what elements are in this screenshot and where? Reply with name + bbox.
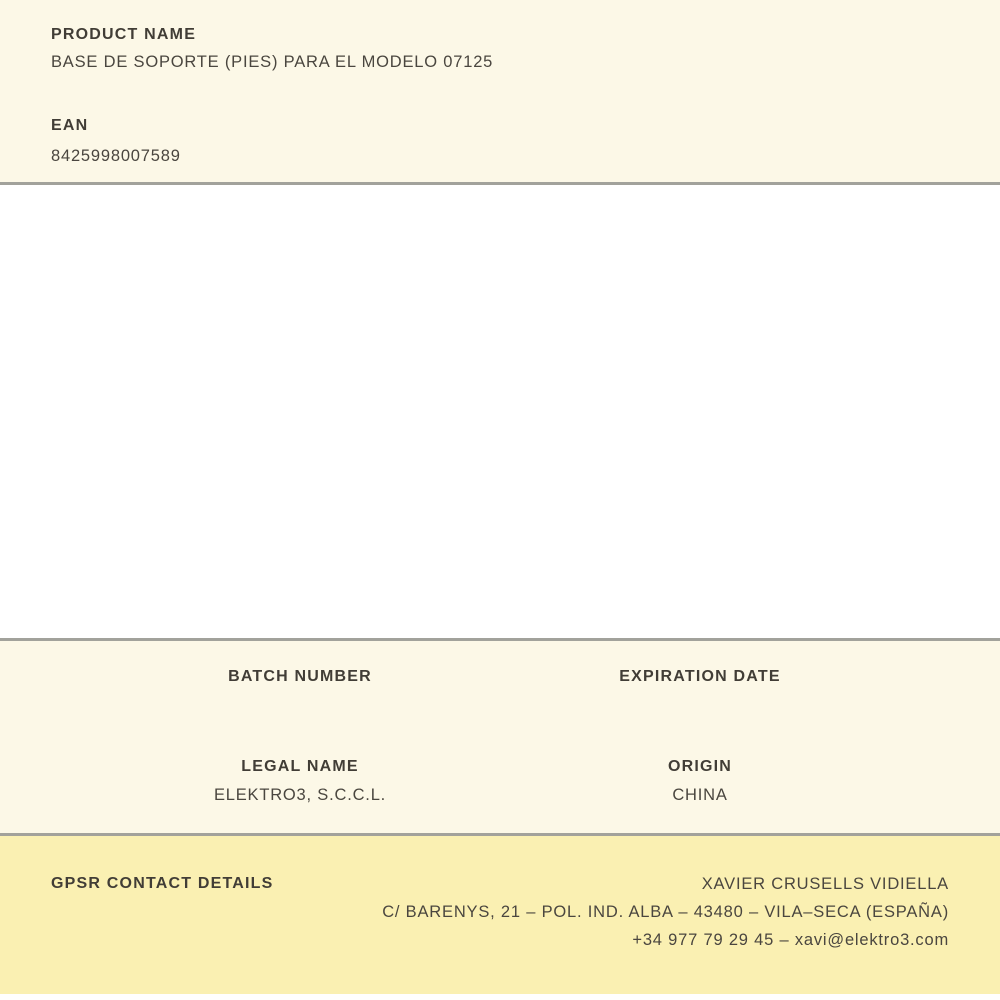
ean-label: EAN <box>51 117 89 134</box>
batch-number-label: BATCH NUMBER <box>228 668 372 685</box>
empty-image-area <box>0 185 1000 641</box>
detail-row-batch-expiration <box>100 669 900 759</box>
origin-field <box>500 759 900 804</box>
batch-number-field <box>100 669 500 759</box>
origin-value: CHINA <box>672 786 728 804</box>
gpsr-contact-block <box>382 870 949 954</box>
product-name-label: PRODUCT NAME <box>51 26 197 43</box>
ean-value: 8425998007589 <box>51 147 181 165</box>
gpsr-contact-details-label: GPSR CONTACT DETAILS <box>51 875 274 892</box>
product-details-section <box>0 641 1000 836</box>
origin-label: ORIGIN <box>667 758 733 775</box>
legal-name-label: LEGAL NAME <box>241 758 359 775</box>
legal-name-field <box>100 759 500 804</box>
product-name-value: BASE DE SOPORTE (PIES) PARA EL MODELO 07125 <box>51 53 494 71</box>
product-header-section <box>0 0 1000 185</box>
gpsr-contact-name: XAVIER CRUSELLS VIDIELLA <box>701 875 949 893</box>
expiration-date-label: EXPIRATION DATE <box>619 668 781 685</box>
detail-row-legal-origin <box>100 759 900 804</box>
expiration-date-field <box>500 669 900 759</box>
gpsr-contact-address: C/ BARENYS, 21 – POL. IND. ALBA – 43480 – VILA–SECA (ESPAÑA) <box>382 903 949 921</box>
gpsr-contact-section <box>0 836 1000 994</box>
legal-name-value: ELEKTRO3, S.C.C.L. <box>213 786 387 804</box>
gpsr-contact-phone-email: +34 977 79 29 45 – xavi@elektro3.com <box>632 931 949 949</box>
